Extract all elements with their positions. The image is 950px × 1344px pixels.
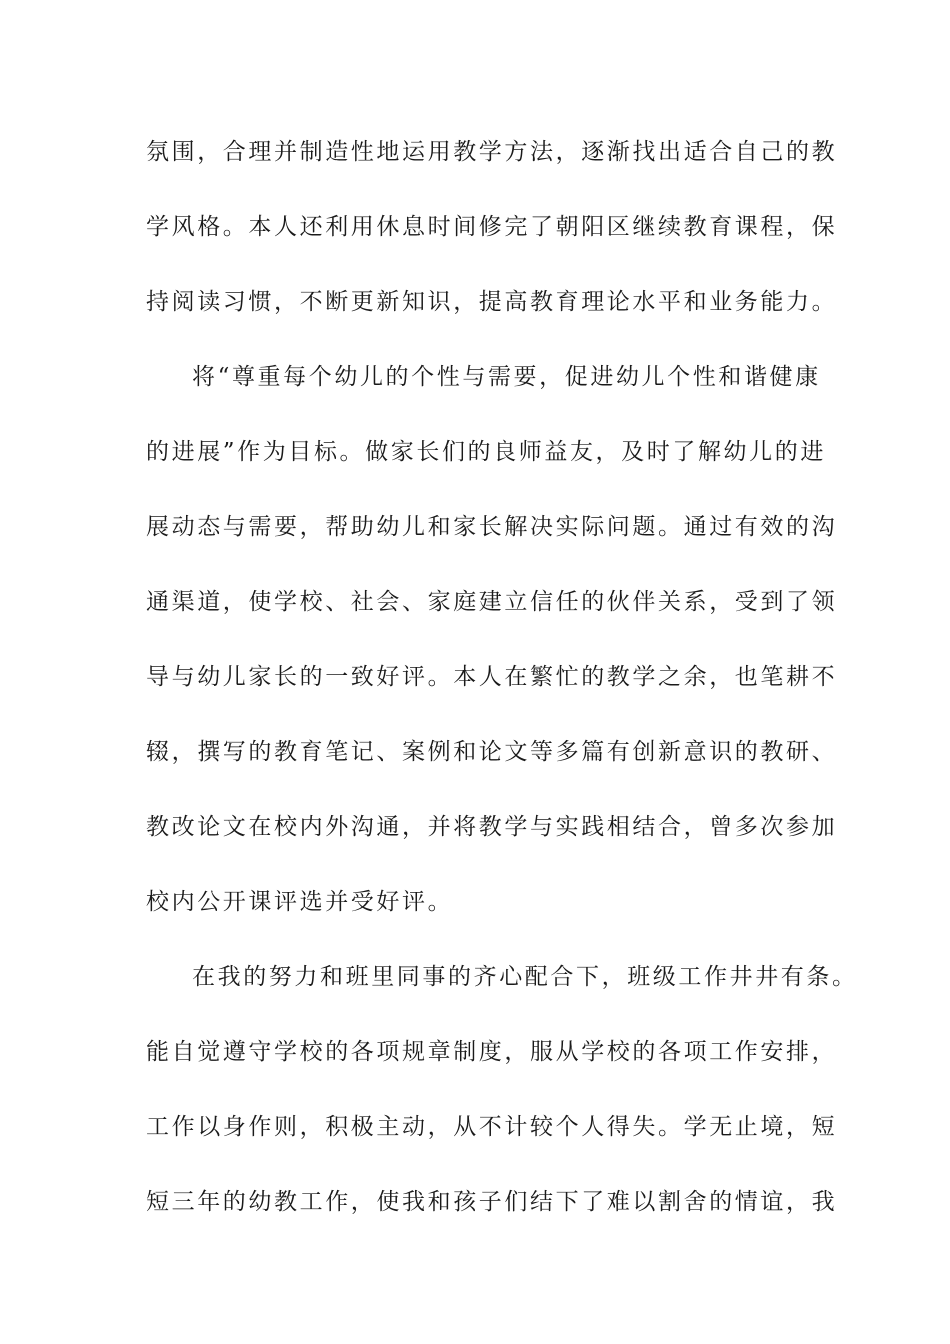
text-line-7: 通渠道，使学校、社会、家庭建立信任的伙伴关系，受到了领: [146, 589, 838, 615]
text-line-12: 在我的努力和班里同事的齐心配合下，班级工作井井有条。: [192, 964, 858, 990]
text-line-10: 教改论文在校内外沟通，并将教学与实践相结合，曾多次参加: [146, 814, 838, 840]
text-line-5: 的进展”作为目标。做家长们的良师益友，及时了解幼儿的进: [146, 439, 826, 465]
text-line-11: 校内公开课评选并受好评。: [146, 889, 454, 915]
text-line-2: 学风格。本人还利用休息时间修完了朝阳区继续教育课程，保: [146, 214, 838, 240]
text-line-9: 辍，撰写的教育笔记、案例和论文等多篇有创新意识的教研、: [146, 739, 838, 765]
text-line-4: 将“尊重每个幼儿的个性与需要，促进幼儿个性和谐健康: [192, 364, 821, 390]
text-line-8: 导与幼儿家长的一致好评。本人在繁忙的教学之余，也笔耕不: [146, 664, 838, 690]
text-line-3: 持阅读习惯，不断更新知识，提高教育理论水平和业务能力。: [146, 289, 838, 315]
text-line-6: 展动态与需要，帮助幼儿和家长解决实际问题。通过有效的沟: [146, 514, 838, 540]
text-line-13: 能自觉遵守学校的各项规章制度，服从学校的各项工作安排，: [146, 1039, 838, 1065]
text-line-14: 工作以身作则，积极主动，从不计较个人得失。学无止境，短: [146, 1114, 838, 1140]
text-line-15: 短三年的幼教工作，使我和孩子们结下了难以割舍的情谊，我: [146, 1189, 838, 1215]
text-line-1: 氛围，合理并制造性地运用教学方法，逐渐找出适合自己的教: [146, 139, 838, 165]
